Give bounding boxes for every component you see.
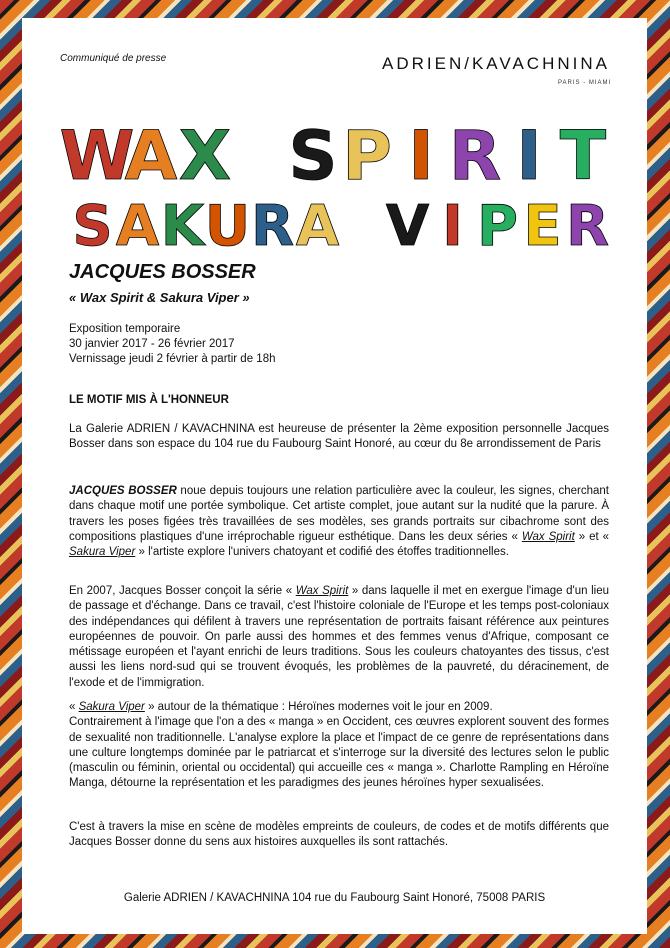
title-line-wax-spirit: [59, 117, 606, 196]
series-sakura-viper: Sakura Viper: [78, 701, 145, 713]
paragraph-intro: La Galerie ADRIEN / KAVACHNINA est heureuse de présenter la 2ème exposition personnelle Jacques Bosser dans son espace du 104 rue du Faubourg Saint Honoré, au cœur du 8e arrondissement de Paris: [69, 423, 609, 451]
exhibition-subtitle: « Wax Spirit & Sakura Viper »: [69, 290, 250, 305]
title-letter: R: [448, 117, 502, 196]
title-letter: I: [408, 117, 434, 196]
paragraph-wax-spirit: En 2007, Jacques Bosser conçoit la série « Wax Spirit » dans laquelle il met en exergue l'image d'un lieu de passage et d'échange. Dans ce travail, c'est l'histoire coloniale de l'Europe et les temps post-coloniaux des indépendances qui défilent à travers une représentation de portraits faisant référence aux peintures européennes de pouvoir. On parle aussi des hommes et des femmes venus d'Afrique, composant ce métissage européen et l'ayant enrichi de leurs traditions. Sous les couleurs chatoyantes des tissus, c'est aussi les liens nord-sud qui se trouvent évoqués, les problèmes de la pauvreté, du déracinement, de l'exode et de l'immigration.: [69, 585, 609, 689]
series-wax-spirit: Wax Spirit: [295, 585, 349, 597]
title-letter: P: [476, 194, 519, 259]
logo-main-text: ADRIEN/KAVACHNINA: [382, 54, 610, 73]
gallery-logo: [382, 48, 612, 88]
exhibition-title-artwork: [59, 113, 610, 259]
exhibition-type: Exposition temporaire: [69, 323, 181, 335]
title-letter: A: [124, 117, 178, 196]
title-letter: X: [178, 117, 232, 196]
title-letter: S: [288, 117, 338, 196]
title-letter: R: [250, 194, 295, 259]
title-letter: P: [342, 117, 392, 196]
artist-name: JACQUES BOSSER: [69, 261, 256, 283]
logo-subtext: PARIS - MIAMI: [558, 80, 612, 86]
title-line-sakura-viper: [72, 194, 609, 259]
exhibition-dates: 30 janvier 2017 - 26 février 2017: [69, 338, 235, 350]
title-letter: W: [59, 117, 135, 196]
paragraph-artist: JACQUES BOSSER noue depuis toujours une relation particulière avec la couleur, les signes, cherchant dans chaque motif une portée symbolique. Cet artiste complet, joue autant sur la nudité que la parure. À travers les poses figées très travaillées de ses modèles, ses grands portraits sur cibachrome sont des compositions plastiques d'une irréprochable rigueur esthétique. Dans les deux séries « Wax Spirit » et « Sakura Viper » l'artiste explore l'univers chatoyant et codifié des étoffes traditionnelles.: [69, 485, 610, 559]
title-letter: A: [115, 194, 160, 259]
artist-name-inline: JACQUES BOSSER: [69, 485, 177, 497]
paragraph-sakura-viper: « Sakura Viper » autour de la thématique : Héroïnes modernes voit le jour en 2009. Contrairement à l'image que l'on a des « manga » en Occident, ces œuvres explorent souvent des formes de sexualité non traditionnelle. L'analyse explore la place et l'impact de ce genre de représentations dans une culture longtemps dominée par le patriarcat et s'interroge sur la diversité des lectures selon le public (masculin ou féminin, oriental ou occidental) qui accueille ces « manga ». Charlotte Rampling en Héroïne Manga, détourne la représentation et les paradigmes des jeunes héroïnes hyper sexualisées.: [69, 701, 609, 790]
vernissage-date: Vernissage jeudi 2 février à partir de 18h: [69, 353, 276, 365]
title-letter: T: [559, 117, 607, 196]
exhibition-info: [69, 322, 275, 367]
title-letter: K: [160, 194, 205, 259]
title-letter: V: [385, 194, 430, 259]
title-letter: E: [523, 194, 562, 259]
section-heading: LE MOTIF MIS À L'HONNEUR: [69, 394, 229, 406]
title-letter: U: [204, 194, 251, 259]
gallery-address-footer: Galerie ADRIEN / KAVACHNINA 104 rue du Faubourg Saint Honoré, 75008 PARIS: [123, 892, 546, 904]
series-wax-spirit: Wax Spirit: [521, 530, 575, 543]
title-letter: R: [565, 194, 610, 259]
press-release-page: [22, 18, 647, 934]
series-sakura-viper: Sakura Viper: [69, 546, 136, 559]
press-release-label: Communiqué de presse: [60, 53, 167, 64]
paragraph-conclusion: C'est à travers la mise en scène de modèles empreints de couleurs, de codes et de motifs différents que Jacques Bosser donne du sens aux histoires auxquelles ils sont rattachés.: [69, 821, 609, 849]
title-letter: I: [516, 117, 542, 196]
title-letter: S: [72, 194, 113, 259]
title-letter: A: [295, 194, 340, 259]
title-letter: I: [442, 194, 463, 259]
